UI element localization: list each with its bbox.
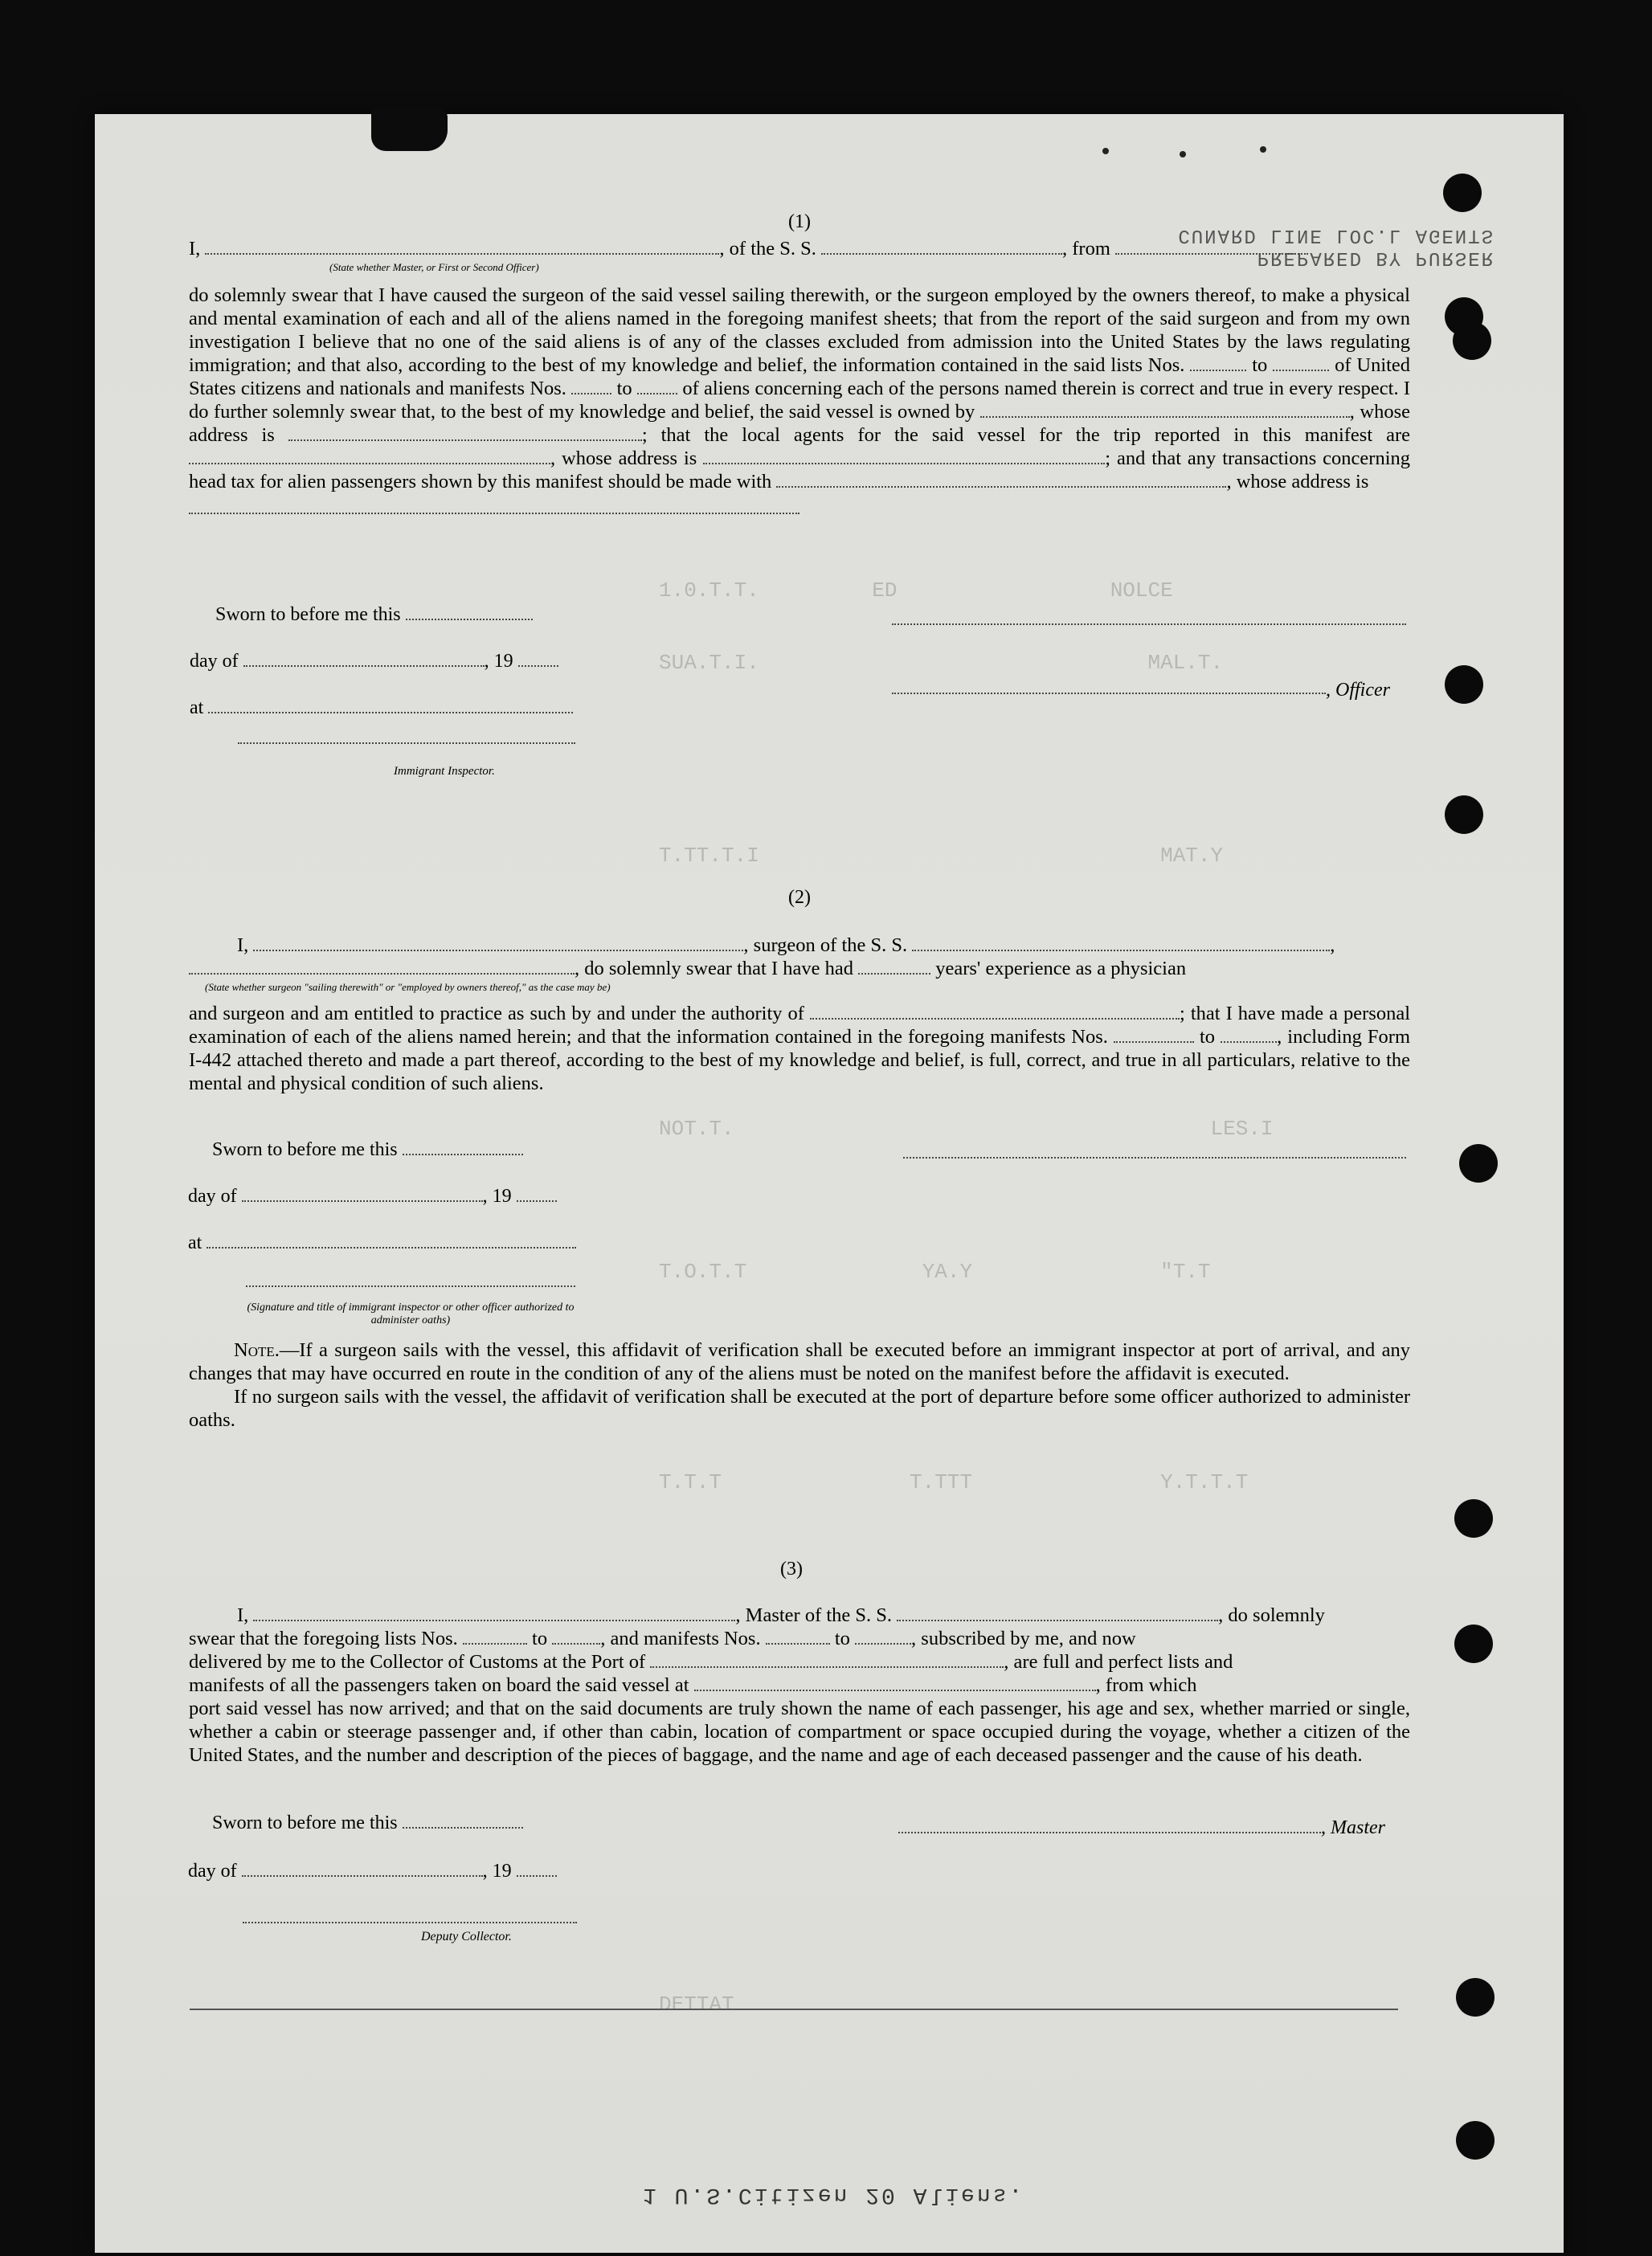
label: , do solemnly swear that I have had <box>575 958 853 979</box>
sworn-row <box>212 1813 523 1834</box>
affidavit-section-2 <box>189 934 1410 1095</box>
officer-signature-line-2[interactable] <box>892 693 1326 694</box>
verification-note <box>189 1338 1410 1432</box>
label: whose address is <box>562 448 697 469</box>
bleed-through-totals: 1 U.S.Citizen 20 Aliens. <box>643 2182 1025 2207</box>
oath-text: and surgeon and am entitled to practice as such by and under the authority of <box>189 1003 804 1024</box>
punch-hole <box>1456 1978 1495 2017</box>
label: day of <box>188 1186 237 1207</box>
punch-hole <box>1445 665 1483 704</box>
label: , whose address is <box>189 401 1411 446</box>
collector-caption: Deputy Collector. <box>421 1930 512 1943</box>
label: I, <box>189 238 201 260</box>
label: years' experience as a physician <box>935 958 1187 979</box>
label: Sworn to before me this <box>212 1139 398 1160</box>
manifest-from-field[interactable] <box>571 378 611 394</box>
label: ; <box>641 424 648 446</box>
label: day of <box>188 1861 237 1882</box>
at-row <box>188 1232 576 1254</box>
label: to <box>616 378 632 399</box>
collector-signature-line[interactable] <box>243 1922 577 1923</box>
label: , surgeon of the S. S. <box>743 934 908 956</box>
label: I, <box>237 934 249 956</box>
officer-signature-line-1[interactable] <box>892 623 1406 625</box>
day-row <box>188 1186 557 1208</box>
manifest-from-field[interactable] <box>766 1629 830 1645</box>
bleed-through-text: T.T.T T.TTT Y.T.T.T <box>659 1470 1249 1494</box>
head-tax-address-field[interactable] <box>189 498 799 514</box>
years-field[interactable] <box>858 958 930 975</box>
affidavit-section-1 <box>189 210 1410 520</box>
manifest-from-field[interactable] <box>1114 1027 1194 1043</box>
surgeon-signature-line[interactable] <box>903 1157 1406 1159</box>
label: , from <box>1062 238 1110 260</box>
bleed-through-text: DETTAT <box>659 1992 734 2017</box>
label: , subscribed by me, and now <box>911 1628 1136 1649</box>
oath-text: that I have made a personal examination of each of the aliens named herein; and that the information contained in the foregoing manifests Nos. <box>189 1003 1411 1048</box>
label: , <box>550 448 556 469</box>
label: manifests of all the passengers taken on board the said vessel at <box>189 1674 689 1696</box>
label: , from which <box>1095 1674 1197 1696</box>
list-from-field[interactable] <box>463 1629 527 1645</box>
bleed-through-text: SUA.T.I. MAL.T. <box>659 651 1224 675</box>
ink-speck <box>1102 148 1109 154</box>
oath-text: ; and that any transactions concerning head tax for alien passengers shown by this manifest should be made with <box>189 448 1410 492</box>
place-field[interactable] <box>208 697 573 713</box>
section-number: (3) <box>780 1559 803 1580</box>
manifest-to-field[interactable] <box>1221 1027 1277 1043</box>
master-name-field[interactable] <box>253 1605 735 1621</box>
officer-rank-field[interactable] <box>205 239 719 255</box>
oath-text: of United States citizens and nationals and manifests Nos. <box>189 354 1411 399</box>
field-note: (State whether Master, or First or Second Officer) <box>329 261 539 273</box>
day-row <box>188 1861 557 1882</box>
note-text: —If a surgeon sails with the vessel, this affidavit of verification shall be executed before an immigrant inspector at port of arrival, and any changes that may have occurred en route in the condition of any of the aliens must be noted on the manifest before the affidavit is executed. <box>189 1339 1410 1384</box>
ink-speck <box>1260 146 1266 153</box>
from-port-field[interactable] <box>1115 239 1308 255</box>
affidavit-section-3 <box>189 1604 1410 1767</box>
master-label: , Master <box>1321 1817 1385 1838</box>
surgeon-status-field[interactable] <box>189 958 575 975</box>
sworn-row <box>212 1139 523 1161</box>
owner-field[interactable] <box>980 402 1350 418</box>
year-field[interactable] <box>517 1861 557 1877</box>
officer-label: , Officer <box>1326 680 1390 701</box>
label: Sworn to before me this <box>215 604 401 625</box>
section-number: (1) <box>788 211 811 232</box>
sworn-row <box>215 604 533 626</box>
ship-name-field[interactable] <box>912 935 1330 951</box>
label: Sworn to before me this <box>212 1813 398 1833</box>
manifest-to-field[interactable] <box>637 378 677 394</box>
label: ; <box>1179 1003 1185 1024</box>
punch-hole <box>1454 1499 1493 1538</box>
section-number: (2) <box>788 887 811 908</box>
label: , whose address is <box>1226 471 1369 492</box>
label: , are full and perfect lists and <box>1004 1651 1233 1673</box>
bleed-through-text: T.O.T.T YA.Y "T.T <box>659 1260 1211 1284</box>
list-from-field[interactable] <box>1190 355 1246 371</box>
note-label: Note. <box>234 1339 280 1361</box>
punch-hole <box>1453 321 1491 360</box>
manifest-to-field[interactable] <box>855 1629 911 1645</box>
departure-port-field[interactable] <box>694 1675 1096 1691</box>
label: , 19 <box>484 651 513 672</box>
label: , 19 <box>482 1861 512 1882</box>
day-month-field[interactable] <box>242 1861 483 1877</box>
stamp-line: PREPARED BY PURSER <box>1257 247 1495 268</box>
field-note: (State whether surgeon "sailing therewith" or "employed by owners thereof," as the case may be) <box>205 981 611 993</box>
label: swear that the foregoing lists Nos. <box>189 1628 458 1649</box>
punch-hole <box>1454 1625 1493 1663</box>
oath-text: that the local agents for the said vessel for the trip reported in this manifest are <box>660 424 1411 446</box>
label: to <box>1252 354 1268 376</box>
bleed-through-text: T.TT.T.I MAT.Y <box>659 844 1224 868</box>
authority-field[interactable] <box>810 1003 1180 1020</box>
day-month-field[interactable] <box>243 651 485 667</box>
year-field[interactable] <box>517 1186 557 1202</box>
owner-address-field[interactable] <box>288 425 642 441</box>
stamp-line: CUNARD LINE LOC.L AGENTS <box>1178 224 1495 246</box>
label: at <box>190 697 204 718</box>
oath-text: of aliens concerning each of the persons named therein is correct and true in every respect. I do further solemnly swear that, to the best of my knowledge and belief, the said vessel is owned by <box>189 378 1411 423</box>
torn-corner <box>371 109 448 151</box>
label: , <box>1330 934 1335 956</box>
label: delivered by me to the Collector of Customs at the Port of <box>189 1651 646 1673</box>
note-text: If no surgeon sails with the vessel, the affidavit of verification shall be executed at the port of departure before some officer authorized to administer oaths. <box>189 1386 1410 1431</box>
label: to <box>834 1628 850 1649</box>
agents-field[interactable] <box>189 448 550 464</box>
ship-name-field[interactable] <box>821 239 1062 255</box>
label: , of the S. S. <box>719 238 816 260</box>
label: I, <box>237 1604 249 1626</box>
sworn-date-field[interactable] <box>403 1139 523 1155</box>
label: to <box>1200 1026 1216 1048</box>
inspector-signature-line[interactable] <box>238 742 575 744</box>
punch-hole <box>1459 1144 1498 1183</box>
inspector-caption: Immigrant Inspector. <box>394 765 495 778</box>
oath-text: port said vessel has now arrived; and that on the said documents are truly shown the name of each passenger, his age and sex, whether married or single, whether a cabin or steerage passenger and, if other than cabin, location of compartment or space occupied during the voyage, whether a citizen of the United States, and the number and description of the pieces of baggage, and the name and age of each deceased passenger and the cause of his death. <box>189 1698 1410 1766</box>
ink-speck <box>1180 151 1186 157</box>
punch-hole <box>1443 174 1482 212</box>
ship-name-field[interactable] <box>897 1605 1218 1621</box>
year-field[interactable] <box>518 651 558 667</box>
port-field[interactable] <box>650 1652 1004 1668</box>
label: , do solemnly <box>1218 1604 1325 1626</box>
place-field[interactable] <box>206 1232 576 1249</box>
oath-text: , including Form I-442 attached thereto and made a part thereof, according to the best of my knowledge and belief, is full, correct, and true in all particulars, relative to the mental and physical condition of such aliens. <box>189 1026 1411 1094</box>
surgeon-name-field[interactable] <box>253 935 743 951</box>
head-tax-party-field[interactable] <box>776 472 1226 488</box>
day-month-field[interactable] <box>242 1186 483 1202</box>
list-to-field[interactable] <box>552 1629 600 1645</box>
label: , Master of the S. S. <box>735 1604 893 1626</box>
sworn-date-field[interactable] <box>403 1813 523 1829</box>
sworn-date-field[interactable] <box>406 604 533 620</box>
inspector-signature-line[interactable] <box>246 1285 575 1287</box>
label: to <box>532 1628 548 1649</box>
master-signature-line[interactable] <box>898 1832 1324 1833</box>
punch-hole <box>1445 795 1483 834</box>
list-to-field[interactable] <box>1273 355 1329 371</box>
punch-hole <box>1456 2121 1495 2160</box>
label: day of <box>190 651 239 672</box>
bleed-through-text: NOT.T. LES.I <box>659 1117 1274 1141</box>
label: , 19 <box>482 1186 512 1207</box>
label: at <box>188 1232 202 1253</box>
oath-text: do solemnly swear that I have caused the surgeon of the said vessel sailing therewith, or the surgeon employed by the owners thereof, to make a physical and mental examination of each and all of the aliens named in the foregoing manifest sheets; that from the report of the said surgeon and from my own investigation I believe that no one of the said aliens is of any of the classes excluded from admission into the United States by the laws regulating immigration; and that also, according to the best of my knowledge and belief, the information contained in the said lists Nos. <box>189 284 1410 376</box>
typed-rule <box>190 2009 1398 2010</box>
signature-caption: (Signature and title of immigrant inspector or other officer authorized to administer oaths) <box>247 1302 575 1326</box>
at-row <box>190 697 573 719</box>
agents-address-field[interactable] <box>703 448 1105 464</box>
label: , and manifests Nos. <box>600 1628 761 1649</box>
bleed-through-text: 1.0.T.T. ED NOLCE <box>659 578 1173 603</box>
day-row <box>190 651 558 672</box>
